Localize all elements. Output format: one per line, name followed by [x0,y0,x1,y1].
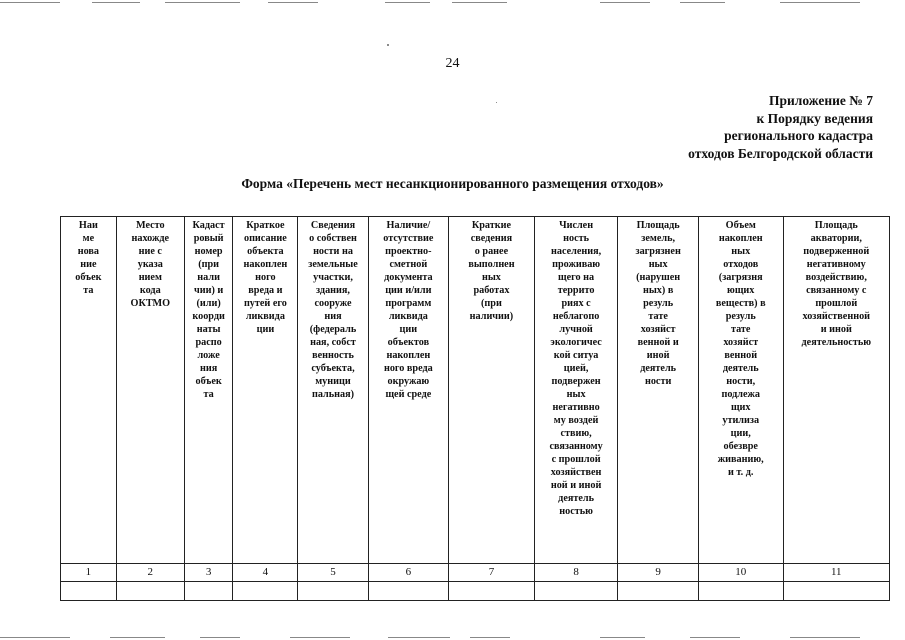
column-number-row [61,564,890,582]
register-table [60,216,890,601]
scan-speck [496,102,497,103]
empty-cell [698,582,783,601]
column-number: 8 [534,564,618,582]
column-number: 11 [783,564,889,582]
header-cell [618,217,699,564]
header-cell [449,217,535,564]
column-number: 2 [116,564,184,582]
column-number: 6 [368,564,449,582]
header-cell [61,217,117,564]
column-number: 7 [449,564,535,582]
header-cell [698,217,783,564]
empty-cell [534,582,618,601]
header-cell [783,217,889,564]
empty-cell [184,582,233,601]
empty-cell [116,582,184,601]
appendix-line: регионального кадастра [724,128,873,143]
header-text: Место нахожде ние с указа нием кода ОКТМО [130,220,171,309]
empty-data-row [61,582,890,601]
header-text: Наи ме нова ние объек та [75,220,102,296]
header-text: Кадаст ровый номер (при нали чии) и (или) коорди наты распо ложе ния объек та [192,220,225,400]
header-text: Сведения о собствен ности на земельные участки, здания, сооруже ния (федераль ная, собст венность субъекта, муници пальная) [308,220,358,400]
empty-cell [618,582,699,601]
form-title: Форма «Перечень мест несанкционированного размещения отходов» [241,176,664,191]
header-text: Краткое описание объекта накоплен ного вреда и путей его ликвида ции [243,220,288,335]
header-text: Числен ность населения, проживаю щего на террито риях с неблагопо лучной экологичес кой ситуа цией, подвержен ных негативно му воздей ствию, связанному с прошлой хозяйствен ной и иной деятель ностью [549,220,603,517]
header-cell [184,217,233,564]
header-text: Краткие сведения о ранее выполнен ных работах (при наличии) [468,220,515,322]
column-number: 4 [233,564,298,582]
empty-cell [233,582,298,601]
column-number: 10 [698,564,783,582]
header-cell [298,217,368,564]
header-cell [233,217,298,564]
appendix-line: отходов Белгородской области [688,145,873,161]
column-number: 1 [61,564,117,582]
header-text: Площадь земель, загрязнен ных (нарушен ных) в резуль тате хозяйст венной и иной деятель ности [635,220,681,387]
empty-cell [449,582,535,601]
header-text: Наличие/ отсутствие проектно- сметной документа ции и/или программ ликвида ции объектов накоплен ного вреда окружаю щей среде [383,220,434,400]
column-number: 5 [298,564,368,582]
header-cell [116,217,184,564]
scan-top-edge [0,0,905,6]
empty-cell [368,582,449,601]
scan-bottom-edge [0,634,905,640]
header-text: Объем накоплен ных отходов (загрязня ющих веществ) в резуль тате хозяйст венной деятель ности, подлежа щих утилиза ции, обезвре живанию, и т. д. [715,220,766,478]
header-row [61,217,890,564]
column-number: 3 [184,564,233,582]
column-number: 9 [618,564,699,582]
header-text: Площадь акватории, подверженной негативному воздействию, связанному с прошлой хозяйственной и иной деятельностью [801,220,872,348]
empty-cell [61,582,117,601]
appendix-block [688,92,873,162]
page-number: 24 [445,56,460,71]
empty-cell [783,582,889,601]
appendix-line: к Порядку ведения [756,110,873,126]
appendix-line: Приложение № 7 [769,93,873,108]
header-cell [534,217,618,564]
scan-speck [387,44,389,46]
header-cell [368,217,449,564]
empty-cell [298,582,368,601]
